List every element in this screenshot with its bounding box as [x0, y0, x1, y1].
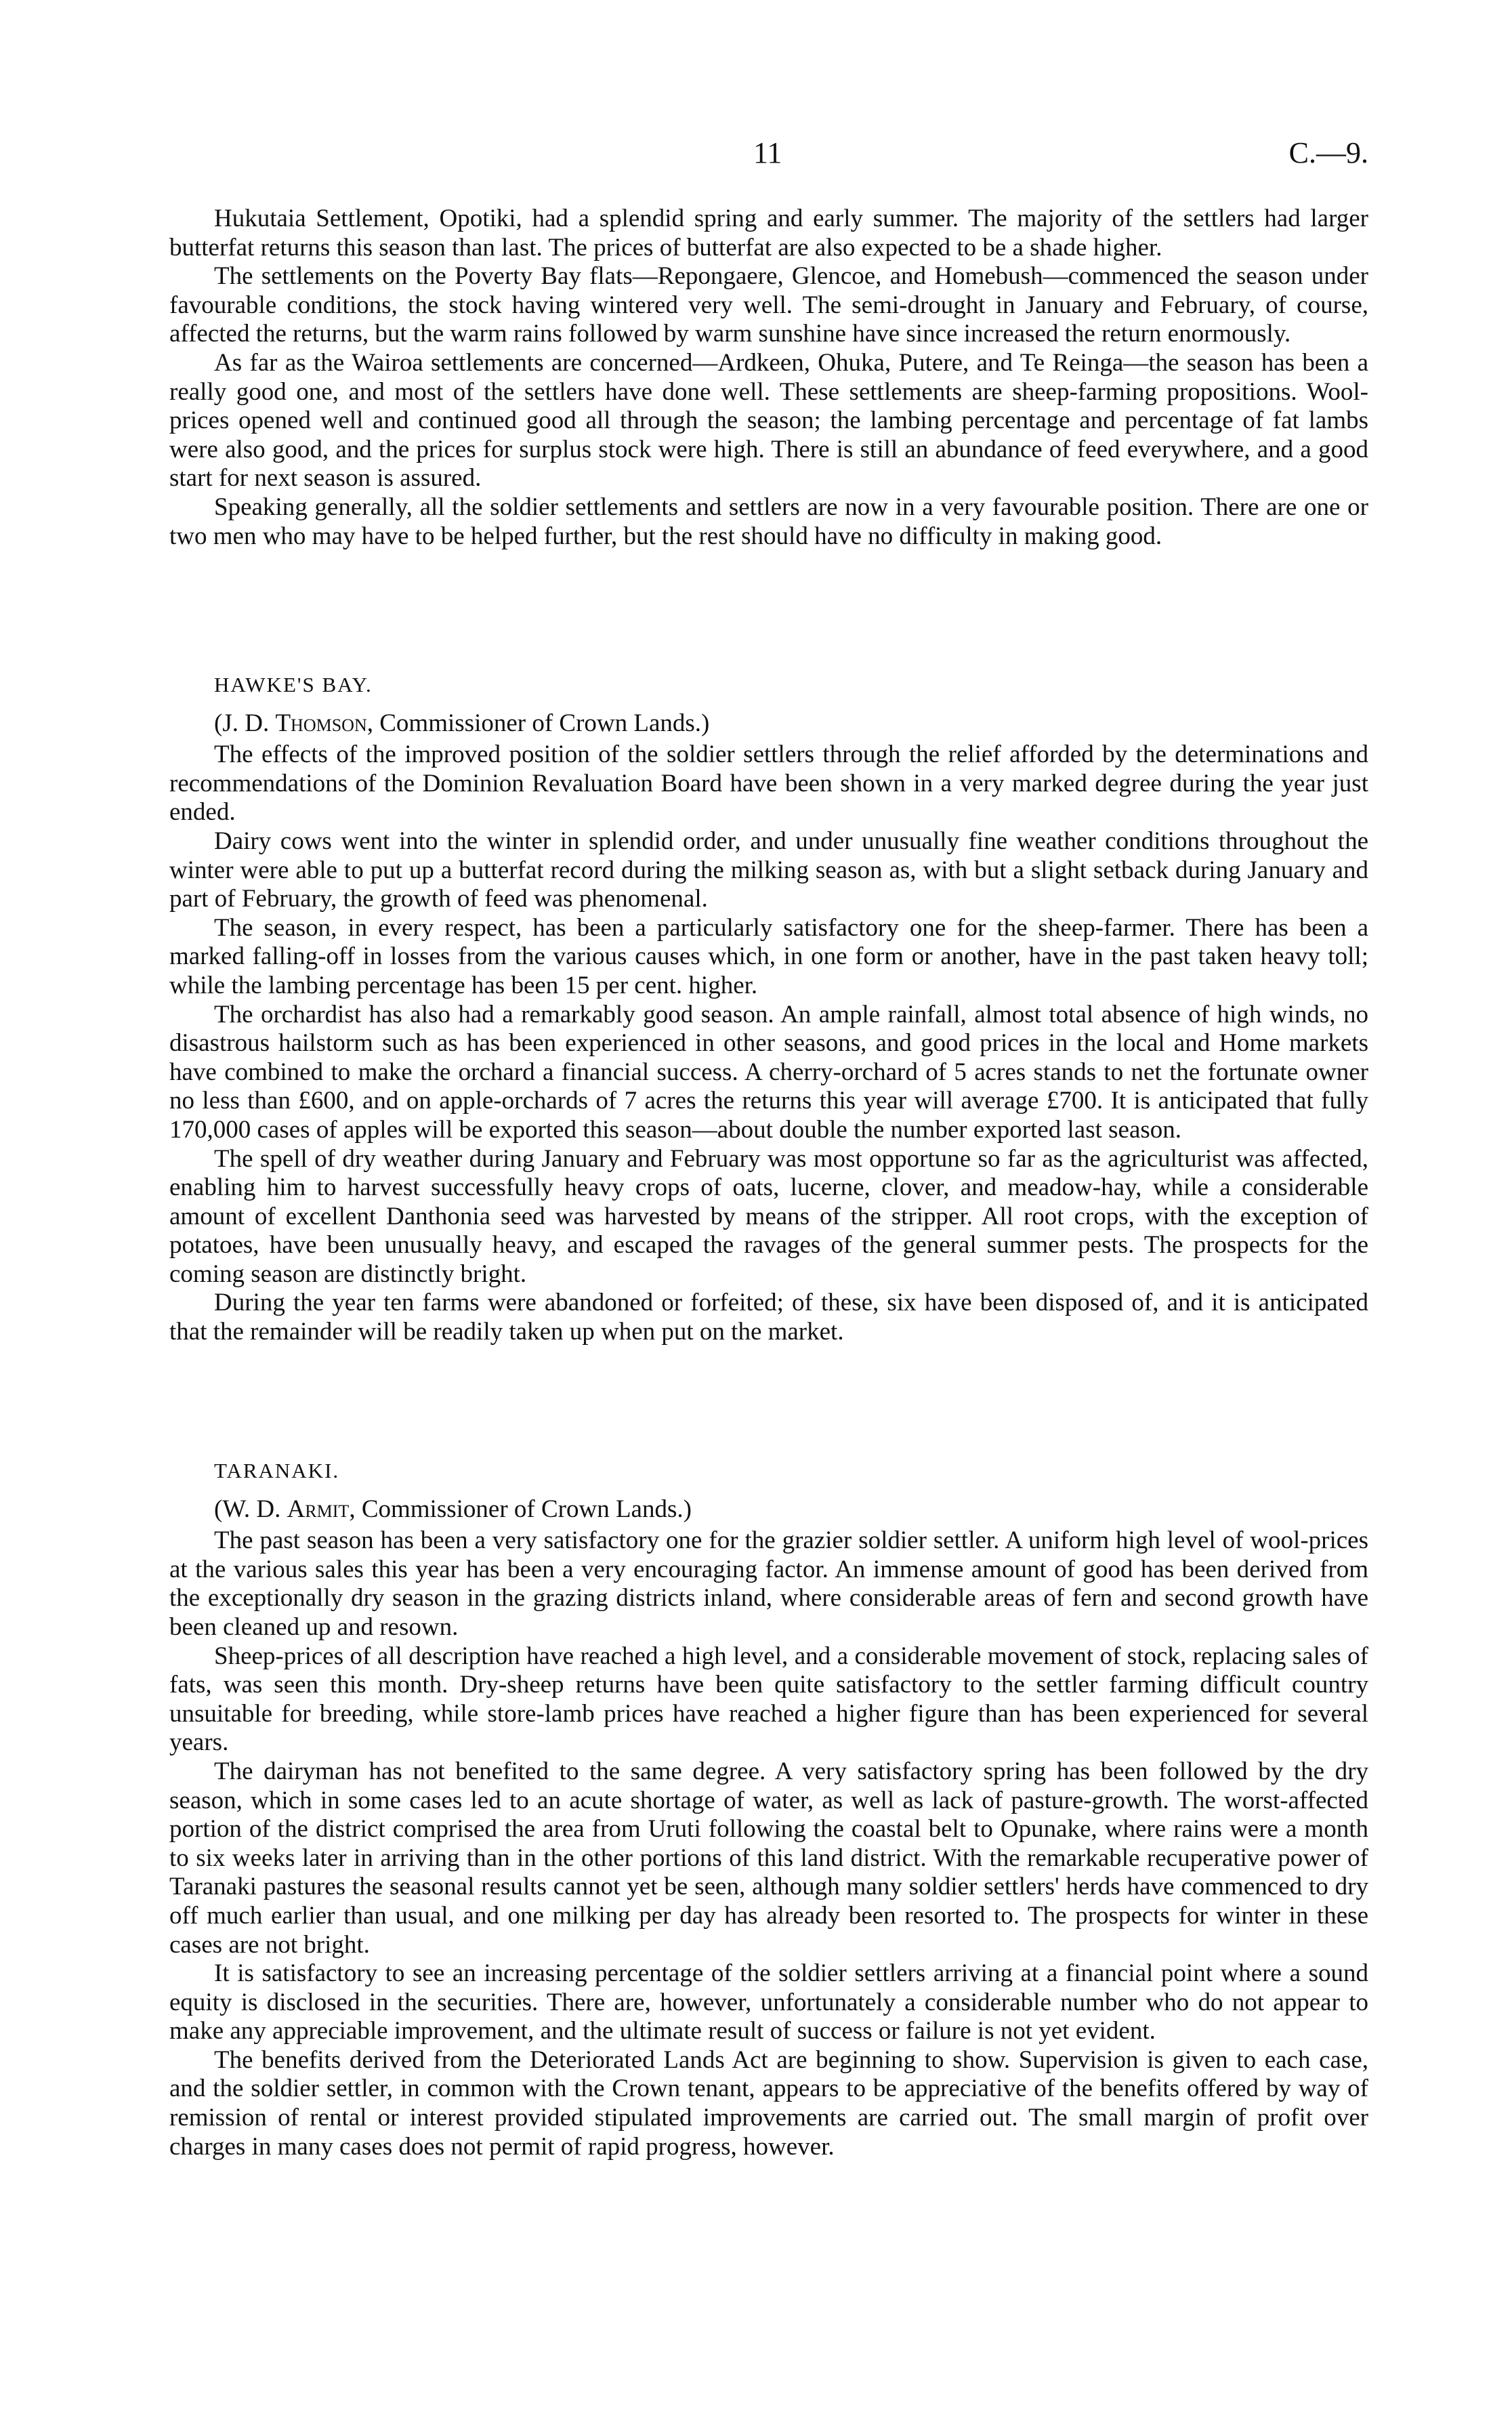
- paragraph: It is satisfactory to see an increasing percentage of the soldier settlers arriving at a financial point where a sound equity is disclosed in the securities. There are, however, unfortunately a considerable number who do not appear to make any appreciable improvement, and the ultimate result of success or failure is not yet evident.: [169, 1959, 1368, 2045]
- hawkes-bay-section: [169, 671, 1368, 1347]
- paragraph: Sheep-prices of all description have reached a high level, and a considerable movement of stock, replacing sales of fats, was seen this month. Dry-sheep returns have been quite satisfactory to the settler farming difficult country unsuitable for breeding, while store-lamb prices have reached a higher figure than has been experienced for several years.: [169, 1642, 1368, 1757]
- paragraph: The dairyman has not benefited to the same degree. A very satisfactory spring has been followed by the dry season, which in some cases led to an acute shortage of water, as well as lack of pasture-growth. The worst-affected portion of the district comprised the area from Uruti following the coastal belt to Opunake, where rains were a month to six weeks later in arriving than in the other portions of this land district. With the remarkable recuperative power of Taranaki pastures the seasonal results cannot yet be seen, although many soldier settlers' herds have commenced to dry off much earlier than usual, and one milking per day has already been resorted to. The prospects for winter in these cases are not bright.: [169, 1757, 1368, 1959]
- paragraph: The past season has been a very satisfactory one for the grazier soldier settler. A uniform high level of wool-prices at the various sales this year has been a very encouraging factor. An immense amount of good has been derived from the exceptionally dry season in the grazing districts inland, where considerable areas of fern and second growth have been cleaned up and resown.: [169, 1526, 1368, 1641]
- paragraph: As far as the Wairoa settlements are concerned—Ardkeen, Ohuka, Putere, and Te Reinga—the season has been a really good one, and most of the settlers have done well. These settlements are sheep-farming propositions. Wool-prices opened well and continued good all through the season; the lambing percentage and percentage of fat lambs were also good, and the prices for surplus stock were high. There is still an abundance of feed everywhere, and a good start for next season is assured.: [169, 348, 1368, 493]
- paragraph: The settlements on the Poverty Bay flats—Repongaere, Glencoe, and Homebush—commenced the season under favourable conditions, the stock having wintered very well. The semi-drought in January and February, of course, affected the returns, but the warm rains followed by warm sunshine have since increased the return enormously.: [169, 262, 1368, 348]
- author-title: , Commissioner of Crown Lands.): [349, 1495, 692, 1523]
- paragraph: Hukutaia Settlement, Opotiki, had a splendid spring and early summer. The majority of the settlers had larger butterfat returns this season than last. The prices of butterfat are also expected to be a shade higher.: [169, 205, 1368, 262]
- author-prefix: (J. D.: [214, 709, 276, 737]
- section-author: [169, 1495, 1368, 1524]
- author-prefix: (W. D.: [214, 1495, 287, 1523]
- author-name: Armit: [287, 1495, 350, 1523]
- author-title: , Commissioner of Crown Lands.): [366, 709, 710, 737]
- author-name: Thomson: [275, 709, 367, 737]
- document-reference: C.—9.: [1288, 136, 1368, 169]
- paragraph: Speaking generally, all the soldier settlements and settlers are now in a very favourable position. There are one or two men who may have to be helped further, but the rest should have no difficulty in making good.: [169, 493, 1368, 550]
- intro-section: [169, 205, 1368, 551]
- paragraph: During the year ten farms were abandoned or forfeited; of these, six have been disposed of, and it is anticipated that the remainder will be readily taken up when put on the market.: [169, 1289, 1368, 1346]
- section-heading: TARANAKI.: [214, 1459, 340, 1482]
- section-author: [169, 709, 1368, 739]
- paragraph: Dairy cows went into the winter in splendid order, and under unusually fine weather conditions throughout the winter were able to put up a butterfat record during the milking season as, with but a slight setback during January and part of February, the growth of feed was phenomenal.: [169, 827, 1368, 913]
- paragraph: The orchardist has also had a remarkably good season. An ample rainfall, almost total absence of high winds, no disastrous hailstorm such as has been experienced in other seasons, and good prices in the local and Home markets have combined to make the orchard a financial success. A cherry-orchard of 5 acres stands to net the fortunate owner no less than £600, and on apple-orchards of 7 acres the returns this year will average £700. It is anticipated that fully 170,000 cases of apples will be exported this season—about double the number exported last season.: [169, 1000, 1368, 1144]
- page-number: 11: [753, 136, 782, 169]
- paragraph: The benefits derived from the Deteriorated Lands Act are beginning to show. Supervision is given to each case, and the soldier settler, in common with the Crown tenant, appears to be appreciative of the benefits offered by way of remission of rental or interest provided stipulated improvements are carried out. The small margin of profit over charges in many cases does not permit of rapid progress, however.: [169, 2045, 1368, 2161]
- paragraph: The season, in every respect, has been a particularly satisfactory one for the sheep-farmer. There has been a marked falling-off in losses from the various causes which, in one form or another, have in the past taken heavy toll; while the lambing percentage has been 15 per cent. higher.: [169, 913, 1368, 999]
- paragraph: The effects of the improved position of the soldier settlers through the relief afforded by the determinations and recommendations of the Dominion Revaluation Board have been shown in a very marked degree during the year just ended.: [169, 741, 1368, 827]
- paragraph: The spell of dry weather during January and February was most opportune so far as the agriculturist was affected, enabling him to harvest successfully heavy crops of oats, lucerne, clover, and meadow-hay, while a considerable amount of excellent Danthonia seed was harvested by means of the stripper. All root crops, with the exception of potatoes, have been unusually heavy, and escaped the ravages of the general summer pests. The prospects for the coming season are distinctly bright.: [169, 1144, 1368, 1288]
- section-heading: HAWKE'S BAY.: [214, 673, 373, 696]
- taranaki-section: [169, 1457, 1368, 2161]
